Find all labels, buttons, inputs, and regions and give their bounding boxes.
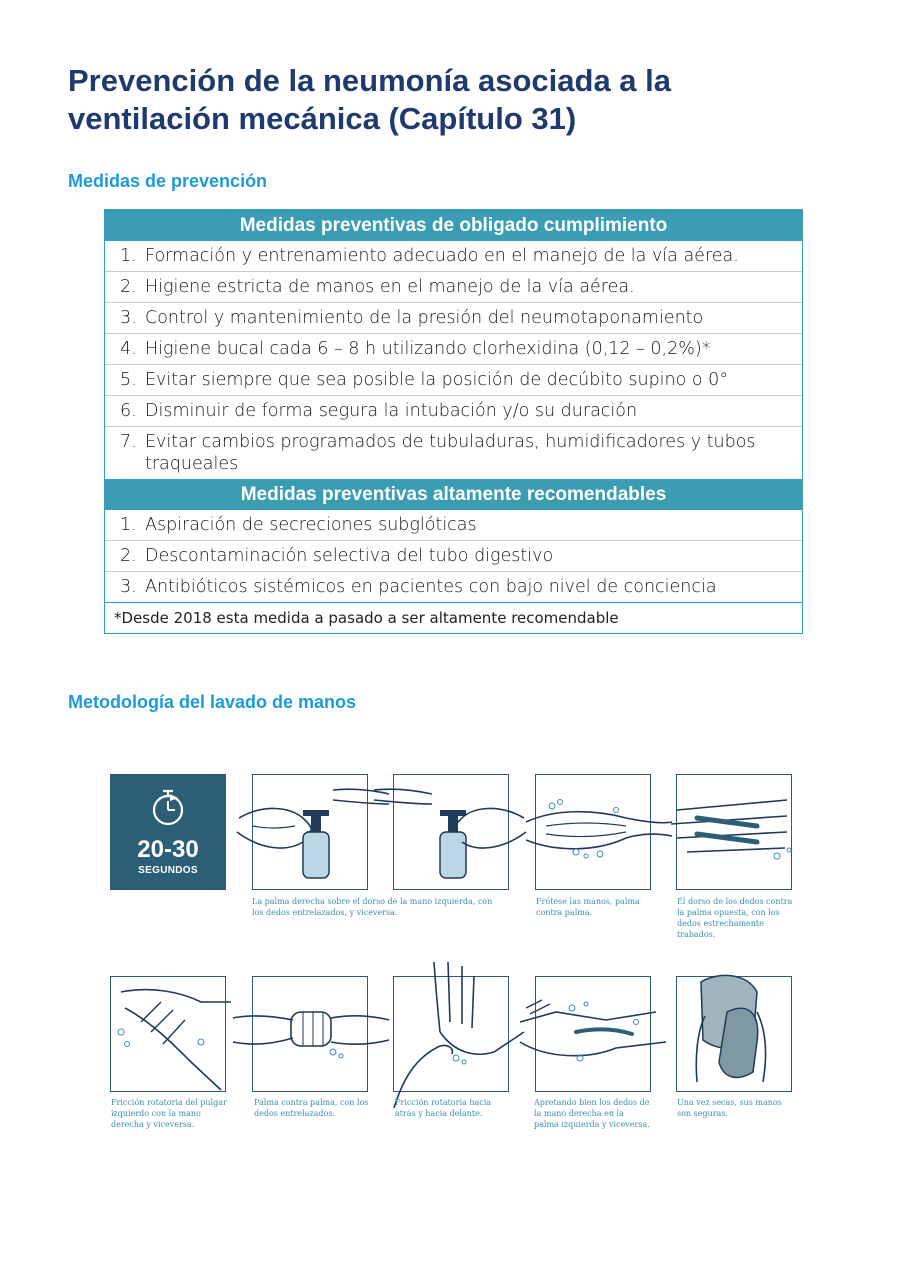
table-footnote: *Desde 2018 esta medida a pasado a ser altamente recomendable [105, 602, 802, 633]
measure-text: Disminuir de forma segura la intubación y/o su duración [145, 401, 638, 421]
mandatory-measure-row [105, 364, 802, 395]
measure-text: Formación y entrenamiento adecuado en el manejo de la vía aérea. [145, 246, 739, 266]
measure-number: 6. [120, 401, 137, 421]
mandatory-measures-header: Medidas preventivas de obligado cumplimiento [105, 210, 802, 241]
page-title [68, 62, 848, 138]
measure-number: 5. [120, 370, 137, 390]
measure-number: 1. [120, 246, 137, 266]
measure-number: 2. [120, 277, 137, 297]
handwash-heading: Metodología del lavado de manos [68, 692, 357, 712]
page-title-line-2: ventilación mecánica (Capítulo 31) [68, 101, 577, 136]
measure-number: 4. [120, 339, 137, 359]
handwash-caption: Fricción rotatoria del pulgar izquierdo con la mano derecha y viceversa. [111, 1098, 227, 1129]
handwash-illustration [535, 774, 651, 890]
mandatory-measure-row [105, 333, 802, 364]
recommended-measure-row [105, 540, 802, 571]
prevention-measures-table [104, 209, 803, 634]
measure-number: 1. [120, 515, 137, 535]
handwash-illustration [252, 774, 368, 890]
handwash-illustration [676, 774, 792, 890]
handwash-caption: El dorso de los dedos contra la palma opuesta, con los dedos estrechamente trabados. [677, 897, 793, 939]
mandatory-measure-row [105, 395, 802, 426]
mandatory-measure-row [105, 302, 802, 333]
handwash-caption: La palma derecha sobre el dorso de la mano izquierda, con los dedos entrelazados, y viceversa. [252, 897, 493, 917]
interlaced-fingers-icon [657, 760, 813, 906]
page-title-line-1: Prevención de la neumonía asociada a la [68, 63, 672, 98]
measure-text: Higiene bucal cada 6 – 8 h utilizando clorhexidina (0,12 – 0,2%)* [145, 339, 711, 359]
handwash-caption: Frótese las manos, palma contra palma. [536, 897, 640, 917]
palm-to-palm-fists-icon [233, 962, 389, 1108]
measure-number: 3. [120, 577, 137, 597]
hand-soap-dispenser-icon [374, 760, 530, 906]
timer-badge [110, 774, 226, 890]
measure-number: 7. [120, 432, 137, 452]
handwash-caption: Apretando bien los dedos de la mano derecha en la palma izquierda y viceversa. [534, 1098, 650, 1129]
handwash-illustration [393, 976, 509, 1092]
recommended-measures-header: Medidas preventivas altamente recomendables [105, 479, 802, 510]
thumb-rotation-icon [91, 962, 247, 1108]
handwash-illustration [393, 774, 509, 890]
measure-text: Aspiración de secreciones subglóticas [145, 515, 477, 535]
measure-text: Antibióticos sistémicos en pacientes con bajo nivel de conciencia [145, 577, 717, 597]
handwash-caption: Una vez secas, sus manos son seguras. [677, 1098, 782, 1118]
measure-number: 3. [120, 308, 137, 328]
towel-drying-icon [657, 962, 813, 1108]
measure-text: Control y mantenimiento de la presión del neumotaponamiento [145, 308, 704, 328]
fingertip-rotation-icon [374, 962, 530, 1108]
timer-unit: SEGUNDOS [138, 865, 198, 876]
hand-soap-dispenser-icon [233, 760, 389, 906]
measure-text: Descontaminación selectiva del tubo digestivo [145, 546, 554, 566]
recommended-measure-row [105, 571, 802, 602]
fingers-in-palm-icon [516, 962, 672, 1108]
handwash-caption: Palma contra palma, con los dedos entrelazados. [254, 1098, 369, 1118]
measure-text: Evitar siempre que sea posible la posición de decúbito supino o 0° [145, 370, 729, 390]
handwash-illustration [676, 976, 792, 1092]
recommended-measure-row [105, 510, 802, 540]
timer-number: 20-30 [137, 836, 199, 863]
handwash-caption: Fricción rotatoria hacia atrás y hacia delante. [395, 1098, 492, 1118]
mandatory-measure-row [105, 271, 802, 302]
mandatory-measure-row [105, 426, 802, 479]
handwash-illustration [110, 976, 226, 1092]
stopwatch-icon [148, 788, 188, 828]
hands-rubbing-icon [516, 760, 672, 906]
measure-number: 2. [120, 546, 137, 566]
handwash-illustration [252, 976, 368, 1092]
measure-text: Higiene estricta de manos en el manejo de la vía aérea. [145, 277, 635, 297]
handwash-illustration [535, 976, 651, 1092]
measure-text: Evitar cambios programados de tubuladuras, humidificadores y tubos traqueales [145, 432, 756, 474]
prevention-heading: Medidas de prevención [68, 171, 268, 191]
mandatory-measure-row [105, 241, 802, 271]
